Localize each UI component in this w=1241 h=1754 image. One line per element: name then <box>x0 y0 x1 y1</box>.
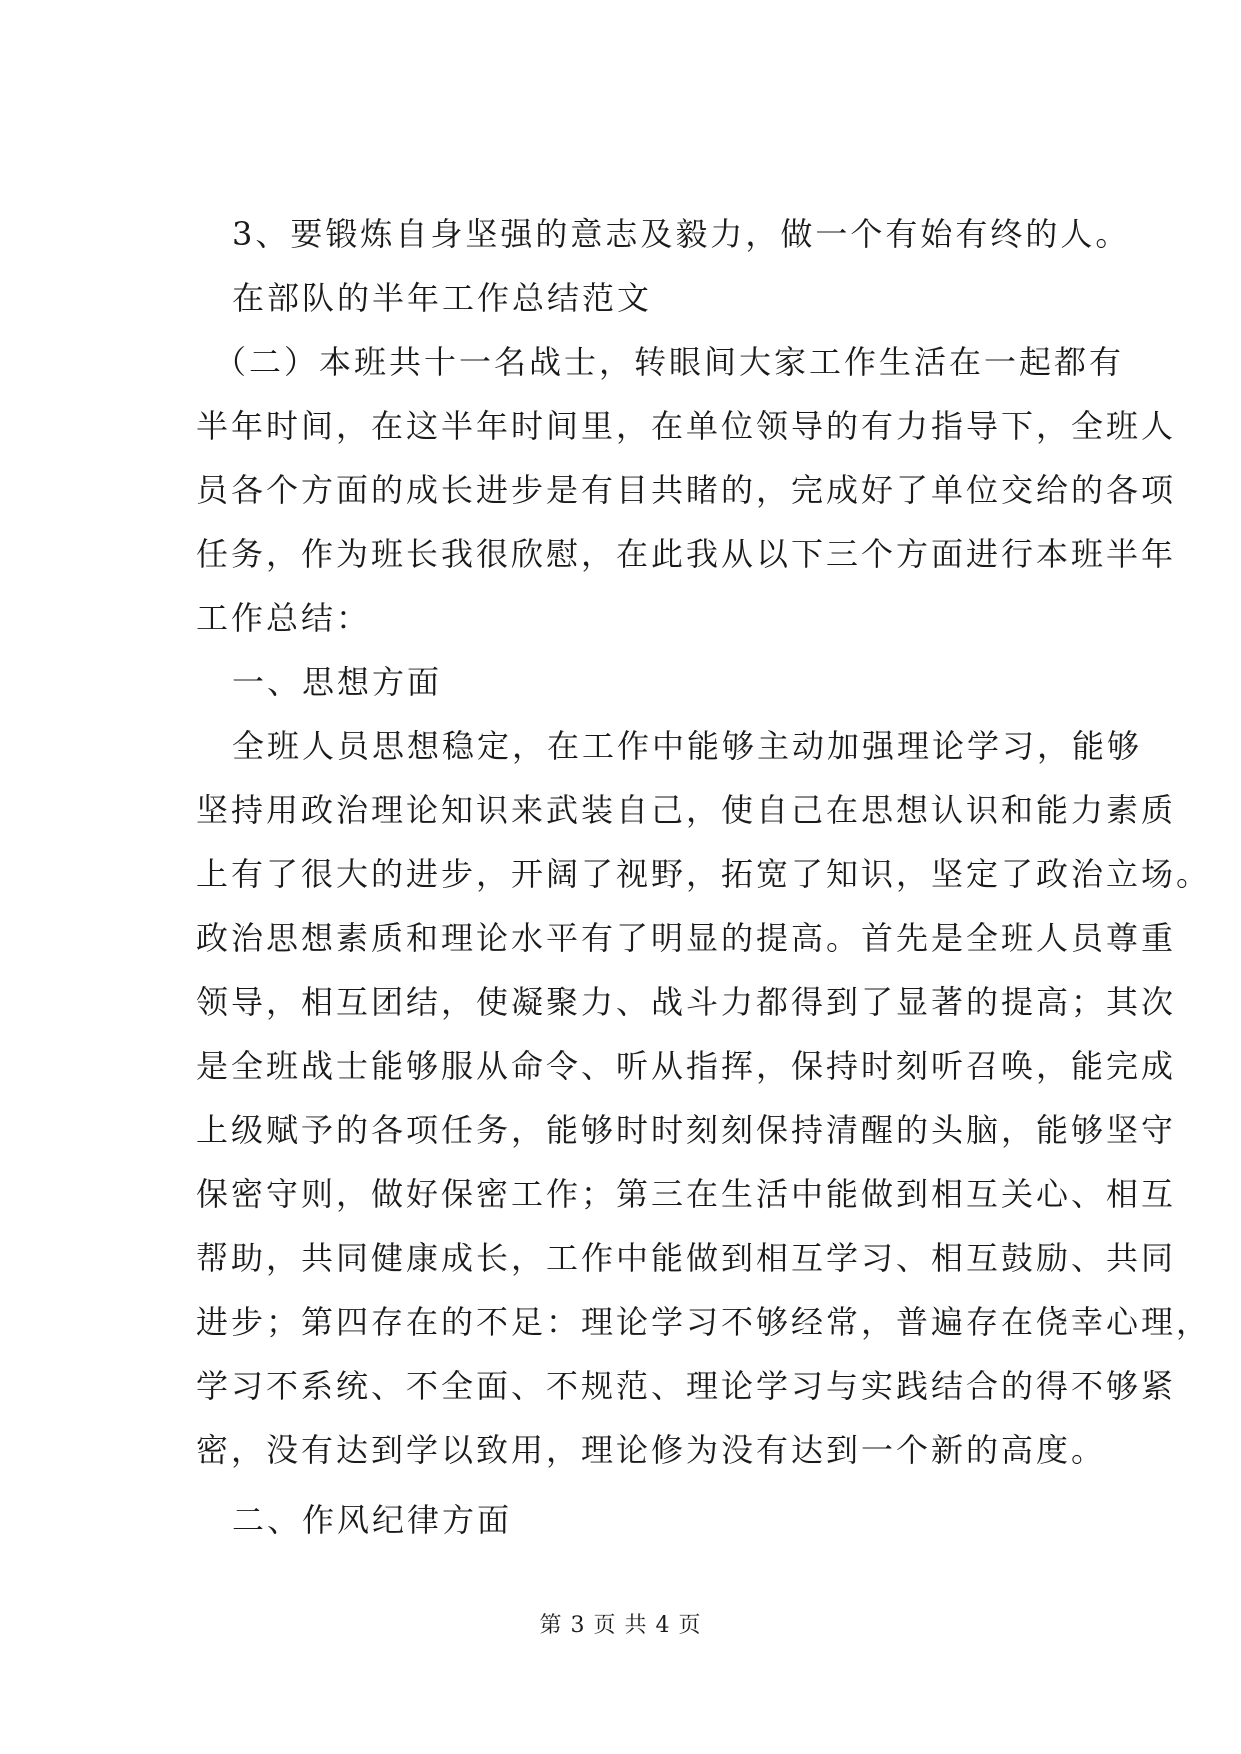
text-line: 密，没有达到学以致用，理论修为没有达到一个新的高度。 <box>196 1431 1107 1469</box>
text-line: 任务，作为班长我很欣慰，在此我从以下三个方面进行本班半年 <box>196 535 1177 573</box>
text-line: 全班人员思想稳定，在工作中能够主动加强理论学习，能够 <box>232 727 1143 765</box>
text-line: 坚持用政治理论知识来武装自己，使自己在思想认识和能力素质 <box>196 791 1177 829</box>
page-number-footer: 第 3 页 共 4 页 <box>539 1613 702 1638</box>
section-title: 在部队的半年工作总结范文 <box>232 279 653 317</box>
text-line: 是全班战士能够服从命令、听从指挥，保持时刻听召唤，能完成 <box>196 1047 1177 1085</box>
text-line: 进步；第四存在的不足：理论学习不够经常，普遍存在侥幸心理， <box>196 1303 1212 1341</box>
text-line: 工作总结： <box>196 599 372 637</box>
text-line: 保密守则，做好保密工作；第三在生活中能做到相互关心、相互 <box>196 1175 1177 1213</box>
document-body <box>196 202 1212 1552</box>
text-line: 学习不系统、不全面、不规范、理论学习与实践结合的得不够紧 <box>196 1367 1177 1405</box>
text-line: 上有了很大的进步，开阔了视野，拓宽了知识，坚定了政治立场。 <box>196 855 1212 893</box>
text-line: 领导，相互团结，使凝聚力、战斗力都得到了显著的提高；其次 <box>196 983 1177 1021</box>
text-line: （二）本班共十一名战士，转眼间大家工作生活在一起都有 <box>214 343 1125 381</box>
text-line: 半年时间，在这半年时间里，在单位领导的有力指导下，全班人 <box>196 407 1177 445</box>
text-line: 帮助，共同健康成长，工作中能做到相互学习、相互鼓励、共同 <box>196 1239 1177 1277</box>
text-line: 政治思想素质和理论水平有了明显的提高。首先是全班人员尊重 <box>196 919 1177 957</box>
section-heading: 一、思想方面 <box>232 663 443 701</box>
text-line: 上级赋予的各项任务，能够时时刻刻保持清醒的头脑，能够坚守 <box>196 1111 1177 1149</box>
section-heading: 二、作风纪律方面 <box>232 1501 513 1539</box>
text-line: 员各个方面的成长进步是有目共睹的，完成好了单位交给的各项 <box>196 471 1177 509</box>
text-line: 3、要锻炼自身坚强的意志及毅力，做一个有始有终的人。 <box>232 215 1131 253</box>
